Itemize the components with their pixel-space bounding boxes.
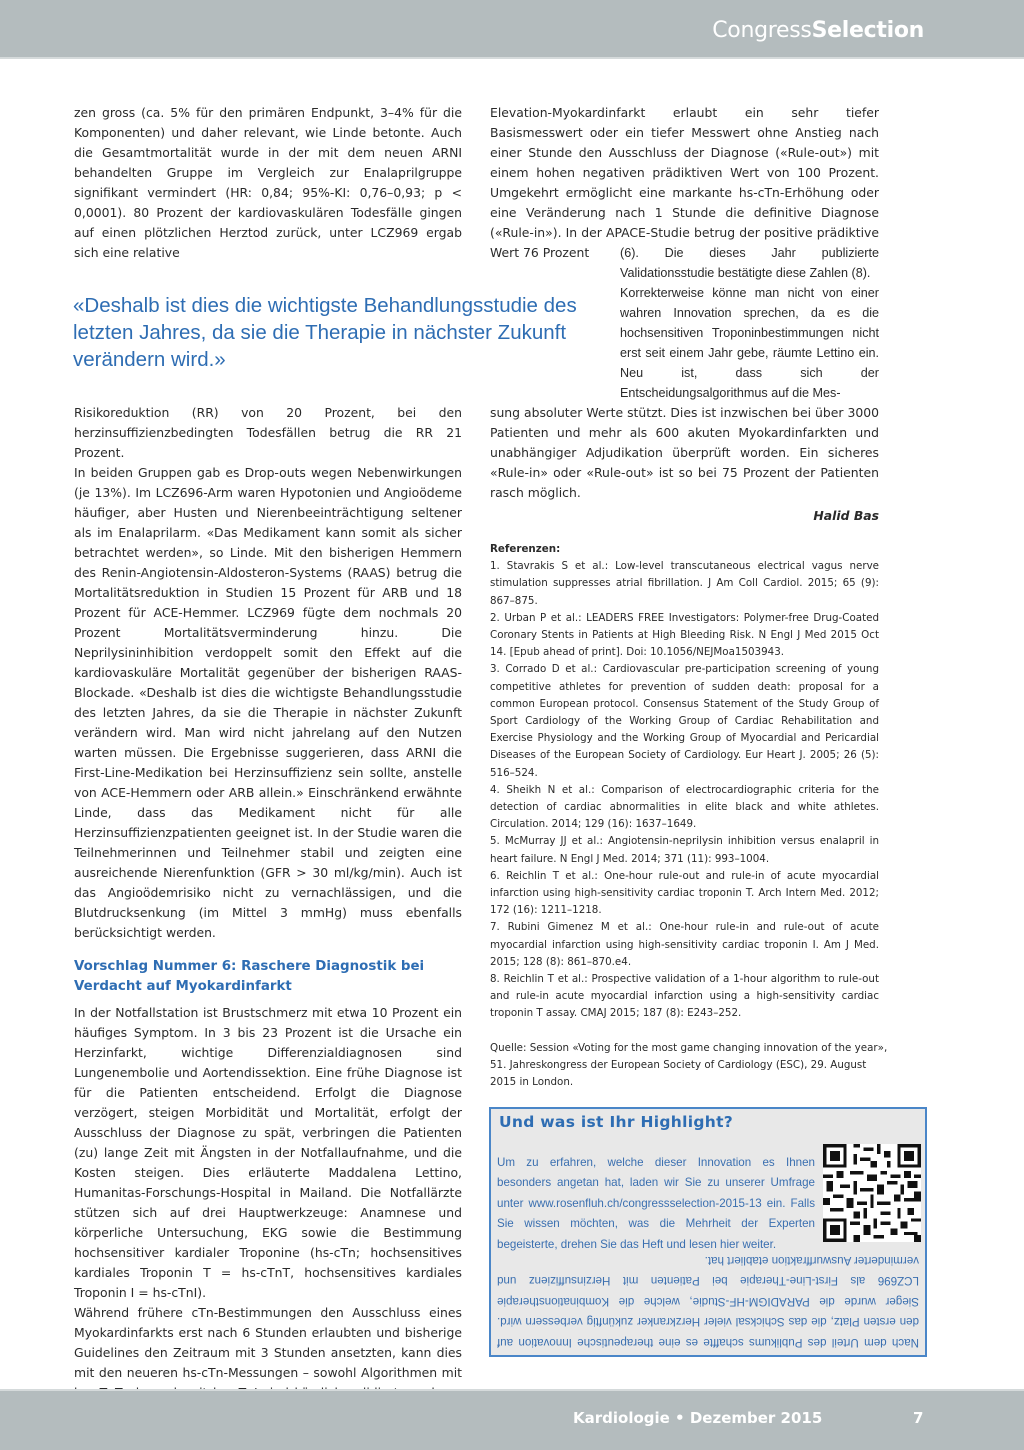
- body-paragraph: Korrekterweise könne man nicht von einer wahren Innovation sprechen, da es die hochsensitiven Troponinbestimmungen nicht erst seit einem Jahr gebe, räumte Lettino ein. Neu ist, dass sich der Entscheidungsalgorithmus auf die Mes-: [620, 286, 879, 400]
- publication-title-bold: Selection: [811, 18, 924, 43]
- publication-title: [712, 18, 924, 43]
- page-footer: [0, 1389, 1024, 1450]
- highlight-box-text: Um zu erfahren, welche dieser Innovation es Ihnen besonders angetan hat, laden wir Sie zu unserer Umfrage unter www.rosenfluh.ch/congressselection-2015-13 ein. Falls Sie wissen möchten, was die Mehrheit der Experten begeisterte, drehen Sie das Heft und lesen hier weiter.: [497, 1156, 815, 1251]
- page-header: [0, 0, 1024, 59]
- body-paragraph: zen gross (ca. 5% für den primären Endpunkt, 3–4% für die Komponenten) und daher relevant, wie Linde betonte. Auch die Gesamtmortalität wurde in der mit dem neuen ARNI behandelten Gruppe im Vergleich zur Enalaprilgruppe signifikant vermindert (HR: 0,84; 95%-KI: 0,76–0,93; p < 0,0001). 80 Prozent der kardiovaskulären Todesfälle gingen auf einen plötzlichen Herztod zurück, unter LCZ969 ergab sich eine relative: [74, 105, 462, 260]
- references-title: Referenzen:: [490, 543, 561, 555]
- reference-item: 7. Rubini Gimenez M et al.: One-hour rule-in and rule-out of acute myocardial infarction using high-sensitivity cardiac troponin I. Am J Med. 2015; 128 (8): 861–870.e4.: [490, 921, 879, 968]
- qr-code-graphic: [823, 1144, 921, 1242]
- right-column-top: [490, 103, 879, 263]
- reference-item: 2. Urban P et al.: LEADERS FREE Investigators: Polymer-free Drug-Coated Coronary Stents in Patients at High Bleeding Risk. N Engl J Med 2015 Oct 14. [Epub ahead of print]. Doi: 10.1056/NEJMoa1503943.: [490, 611, 879, 659]
- body-paragraph: Risikoreduktion (RR) von 20 Prozent, bei den herzinsuffizienzbedingten Todesfällen betrug die RR 21 Prozent.: [74, 405, 462, 460]
- footer-journal-issue: Kardiologie • Dezember 2015: [573, 1409, 823, 1427]
- body-paragraph: (6). Die dieses Jahr publizierte Validationsstudie bestätigte diese Zahlen (8).: [620, 246, 879, 280]
- highlight-box: [489, 1107, 927, 1357]
- body-paragraph: sung absoluter Werte stützt. Dies ist inzwischen bei über 3000 Patienten und mehr als 600 akuten Myokardinfarkten und unabhängiger Adjudikation überprüft worden. Ein sicheres «Rule-in» oder «Rule-out» ist so bei 75 Prozent der Patienten rasch möglich.: [490, 405, 879, 500]
- references-section: [490, 541, 879, 1023]
- section-heading: Vorschlag Nummer 6: Raschere Diagnostik bei Verdacht auf Myokardinfarkt: [74, 959, 425, 994]
- qr-code-icon[interactable]: [823, 1144, 921, 1242]
- body-paragraph: In beiden Gruppen gab es Drop-outs wegen Nebenwirkungen (je 13%). Im LCZ696-Arm waren Hypotonien und Angioödeme häufiger, aber Husten und Nierenbeeinträchtigung seltener als im Enalaprilarm. «Das Medikament kann somit als sicher betrachtet werden», so Linde. Mit den bisherigen Hemmern des Renin-Angiotensin-Aldosteron-Systems (RAAS) betrug die Mortalitätsreduktion in Studien 15 Prozent für ARB und 18 Prozent für ACE-Hemmer. LCZ969 fügte dem nochmals 20 Prozent Mortalitätsverminderung hinzu. Die Neprilysininhibition verdoppelt somit den Effekt auf die kardiovaskuläre Mortalität gegenüber der bisherigen RAAS-Blockade. «Deshalb ist dies die wichtigste Behandlungsstudie des letzten Jahres, da sie die Therapie in nächster Zukunft verändern wird. Man wird nicht jahrelang auf den Nutzen warten müssen. Die Ergebnisse suggerieren, dass ARNI die First-Line-Medikation bei Herzinsuffizienz sein sollte, anstelle von ACE-Hemmern oder ARB allein.» Einschränkend erwähnte Linde, dass das Medikament nicht für alle Herzinsuffizienzpatienten geeignet ist. In der Studie waren die Teilnehmerinnen und Teilnehmer stabil und zeigten eine ausreichende Nierenfunktion (GFR > 30 ml/kg/min). Auch ist das Angioödemrisiko nicht zu vernachlässigen, und die Blutdrucksenkung (im Mittel 3 mmHg) muss ebenfalls berücksichtigt werden.: [74, 465, 462, 940]
- reference-item: 4. Sheikh N et al.: Comparison of electrocardiographic criteria for the detection of cardiac abnormalities in elite black and white athletes. Circulation. 2014; 129 (16): 1637–1649.: [490, 783, 879, 831]
- publication-title-light: Congress: [712, 18, 812, 43]
- left-column-main: [74, 403, 462, 1423]
- body-paragraph: Elevation-Myokardinfarkt erlaubt ein sehr tiefer Basismesswert oder ein tiefer Messwert ohne Anstieg nach einer Stunde den Ausschluss der Diagnose («Rule-out») mit einem hohen negativen prädiktiven Wert von 100 Prozent. Umgekehrt ermöglicht eine markante hs-cTn-Erhöhung oder eine Veränderung nach 1 Stunde die definitive Diagnose («Rule-in»). In der APACE-Studie betrug der positive prädiktive Wert 76 Prozent: [490, 105, 879, 260]
- left-column-top: [74, 103, 462, 263]
- pull-quote: «Deshalb ist dies die wichtigste Behandlungsstudie des letzten Jahres, da sie die Therapie in nächster Zukunft verändern wird.»: [73, 294, 577, 371]
- page-number: 7: [913, 1409, 924, 1427]
- reference-item: 3. Corrado D et al.: Cardiovascular pre-participation screening of young competitive athletes for prevention of sudden death: proposal for a common European protocol. Consensus Statement of the Study Group of Sport Cardiology of the Working Group of Cardiac Rehabilitation and Exercise Physiology and the Working Group of Myocardial and Pericardial Diseases of the European Society of Cardiology. Eur Heart J. 2005; 26 (5): 516–524.: [490, 663, 879, 779]
- highlight-box-title: Und was ist Ihr Highlight?: [499, 1113, 734, 1131]
- right-column-wide: [490, 403, 879, 526]
- source-note: Quelle: Session «Voting for the most game changing innovation of the year», 51. Jahreskongress der European Society of Cardiology (ESC), 29. August 2015 in London.: [490, 1042, 888, 1089]
- author-name: Halid Bas: [813, 508, 879, 523]
- reference-item: 1. Stavrakis S et al.: Low-level transcutaneous electrical vagus nerve stimulation suppresses atrial fibrillation. J Am Coll Cardiol. 2015; 65 (9): 867–875.: [490, 560, 879, 607]
- reference-item: 8. Reichlin T et al.: Prospective validation of a 1-hour algorithm to rule-out and rule-in acute myocardial infarction using a high-sensitivity cardiac troponin T assay. CMAJ 2015; 187 (8): E243–252.: [490, 973, 879, 1020]
- reference-item: 6. Reichlin T et al.: One-hour rule-out and rule-in of acute myocardial infarction using high-sensitivity cardiac troponin T. Arch Intern Med. 2012; 172 (16): 1211–1218.: [490, 869, 879, 917]
- reference-item: 5. McMurray JJ et al.: Angiotensin-neprilysin inhibition versus enalapril in heart failure. N Engl J Med. 2014; 371 (11): 993–1004.: [490, 835, 879, 865]
- highlight-box-upside-down-answer: Nach dem Urteil des Publikums schaffte es eine therapeutische Innovation auf den ersten Platz, die das Schicksal vieler Herzkranker zukünftig verbessern wird. Sieger wurde die PARADIGM-HF-Studie, welche die Kombinationstherapie LCZ696 als First-Line-Therapie bei Patienten mit Herzinsuffizienz und verminderter Auswurffraktion etabliert hat.: [497, 1253, 919, 1349]
- right-column-narrow: [620, 243, 879, 403]
- body-paragraph: Während frühere cTn-Bestimmungen den Ausschluss eines Myokardinfarkts erst nach 6 Stunden erlaubten und bisherige Guidelines den Zeitraum mit 3 Stunden ansetzten, kann dies mit den neueren hs-cTn-Messungen – sowohl Algorithmen mit: [74, 1305, 462, 1380]
- body-paragraph: In der Notfallstation ist Brustschmerz mit etwa 10 Prozent ein häufiges Symptom. In 3 bis 23 Prozent ist die Ursache ein Herzinfarkt, wichtige Differenzialdiagnosen sind Lungenembolie und Aortendissektion. Eine frühe Diagnose ist für die Patienten entscheidend. Erfolgt die Diagnose verzögert, steigen Morbidität und Mortalität, erfolgt der Ausschluss der Diagnose zu spät, verbringen die Patienten (zu) lange Zeit mit Ängsten in der Notfallaufnahme, und die Kosten steigen. Dies erläuterte Maddalena Lettino, Humanitas-Forschungs-Hospital in Mailand. Die Notfallärzte stützen sich auf drei Hauptwerkzeuge: Anamnese und körperliche Untersuchung, EKG sowie die Bestimmung hochsensitiver kardialer Troponine (hs-cTn; hochsensitives kardiales Troponin T = hs-cTnT, hochsensitives kardiales Troponin I = hs-cTnI).: [74, 1005, 462, 1300]
